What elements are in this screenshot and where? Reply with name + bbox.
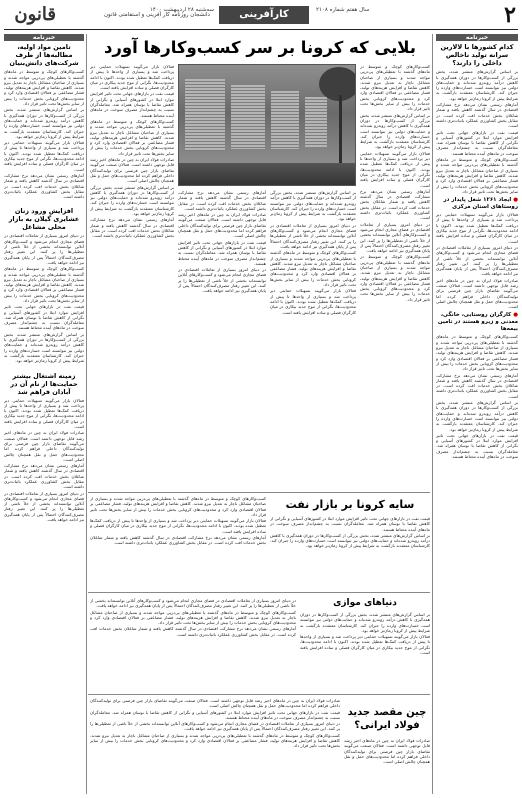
steel-body-e: کسب‌وکارهای کوچک و متوسط در ماه‌های گذشته با تعطیلی‌های پی‌درپی مواجه شدند و بسیاری از صاحبان مشاغل ناچار به تعدیل نیرو شدند. کاهش تقاضا و افزایش هزینه‌های تولید، فشار مضاعفی بر فعالان اقتصادی وارد کرد و محدودیت‌های کرونایی بخش خدمات را بیش از سایر بخش‌ها تحت تاثیر قرار داد. <box>90 732 340 749</box>
steel-body-d: در دنیای امروز بسیاری از تعاملات اقتصادی در فضای مجازی انجام می‌شود و کسب‌وکارهای آنلاین توانسته‌اند بخشی از خلأ ناشی از تعطیلی‌ها را پر کنند. این تغییر رفتار مصرف‌کنندگان احتمالاً پس از پایان همه‌گیری نیز ادامه خواهد یافت. <box>90 721 340 732</box>
mid-divider <box>88 492 430 493</box>
parallel-body-e: فعالان بازار می‌گویند تسهیلات حمایتی دیر پرداخت شد و بسیاری از واحدها تا پیش از دریافت کمک‌ها تعطیل شده بودند. اکنون با ادامه محدودیت‌ها، نگرانی از موج جدید بیکاری در میان کارگران فصلی و ساده افزایش یافته است. <box>300 634 430 656</box>
main-body-4e: بر اساس گزارش‌های منتشر شده، بخش بزرگی از کسب‌وکارها در دوران همه‌گیری با کاهش درآمد روبه‌رو شده‌اند و حمایت‌های دولتی نیز نتوانسته است خسارت‌های وارده را جبران کند. کارشناسان معتقدند بازگشت به شرایط پیش از کرونا زمان‌بر خواهد بود. <box>90 184 174 217</box>
main-body-1d: آمارهای رسمی نشان می‌دهد نرخ مشارکت اقتصادی در سال گذشته کاهش یافته و شمار شاغلان بخش خدمات افت کرده است. در مقابل بخش کشاورزی عملکرد باثبات‌تری داشته است. <box>360 188 430 221</box>
main-body-1f: کسب‌وکارهای کوچک و متوسط در ماه‌های گذشته با تعطیلی‌های پی‌درپی مواجه شدند و بسیاری از صاحبان مشاغل ناچار به تعدیل نیرو شدند. کاهش تقاضا و افزایش هزینه‌های تولید، فشار مضاعفی بر فعالان اقتصادی وارد کرد و محدودیت‌های کرونایی بخش خدمات را بیش از سایر بخش‌ها تحت تاثیر قرار داد. <box>360 254 430 302</box>
main-body-4c: کسب‌وکارهای کوچک و متوسط در ماه‌های گذشته با تعطیلی‌های پی‌درپی مواجه شدند و بسیاری از صاحبان مشاغل ناچار به تعدیل نیرو شدند. کاهش تقاضا و افزایش هزینه‌های تولید، فشار مضاعفی بر فعالان اقتصادی وارد کرد و محدودیت‌های کرونایی بخش خدمات را بیش از سایر بخش‌ها تحت تاثیر قرار داد. <box>90 118 174 156</box>
right-story2-headline-text: ایجاد ۱۲۶۱ شغل پایدار در روستاهای استان مرکزی <box>443 197 518 211</box>
right-story1-body-cont3: کسب‌وکارهای کوچک و متوسط در ماه‌های گذشته با تعطیلی‌های پی‌درپی مواجه شدند و بسیاری از صاحبان مشاغل ناچار به تعدیل نیرو شدند. کاهش تقاضا و افزایش هزینه‌های تولید، فشار مضاعفی بر فعالان اقتصادی وارد کرد و محدودیت‌های کرونایی بخش خدمات را بیش از سایر بخش‌ها تحت تاثیر قرار داد. <box>436 157 518 194</box>
section-label: کارآفرینی <box>219 6 309 24</box>
bullet-icon: ● <box>513 197 518 204</box>
pole-graphic <box>339 95 342 165</box>
parallel-body-d: بر اساس گزارش‌های منتشر شده، بخش بزرگی از کسب‌وکارها در دوران همه‌گیری با کاهش درآمد روبه‌رو شده‌اند و حمایت‌های دولتی نیز نتوانسته است خسارت‌های وارده را جبران کند. کارشناسان معتقدند بازگشت به شرایط پیش از کرونا زمان‌بر خواهد بود. <box>300 612 430 633</box>
right-story3-body: کسب‌وکارهای کوچک و متوسط در ماه‌های گذشته با تعطیلی‌های پی‌درپی مواجه شدند و بسیاری از صاحبان مشاغل ناچار به تعدیل نیرو شدند. کاهش تقاضا و افزایش هزینه‌های تولید، فشار مضاعفی بر فعالان اقتصادی وارد کرد و محدودیت‌های کرونایی بخش خدمات را بیش از سایر بخش‌ها تحت تاثیر قرار داد. <box>436 334 518 372</box>
right-story3-body-cont: آمارهای رسمی نشان می‌دهد نرخ مشارکت اقتصادی در سال گذشته کاهش یافته و شمار شاغلان بخش خدمات افت کرده است. در مقابل بخش کشاورزی عملکرد باثبات‌تری داشته است. <box>436 372 518 399</box>
right-story3-headline <box>436 312 518 333</box>
main-body-4b: قیمت نفت در بازارهای جهانی تحت تاثیر افزایش موارد ابتلا در کشورهای آسیایی و نگرانی از کاهش تقاضا با نوسان همراه شد. معامله‌گران نسبت به چشم‌انداز مصرف سوخت در ماه‌های آینده محتاط هستند. <box>90 91 174 118</box>
main-story-col-2 <box>270 190 356 490</box>
left-story1-headline: تامین مواد اولیه، مطالبه‌ها از طرف شرکت‌های دانش‌بنیان <box>9 43 79 68</box>
steel-headline-line1: چین مقصد جدید <box>347 707 427 718</box>
right-story2-body-cont: در دنیای امروز بسیاری از تعاملات اقتصادی در فضای مجازی انجام می‌شود و کسب‌وکارهای آنلاین توانسته‌اند بخشی از خلأ ناشی از تعطیلی‌ها را پر کنند. این تغییر رفتار مصرف‌کنندگان احتمالاً پس از پایان همه‌گیری نیز ادامه خواهد یافت. <box>436 244 518 277</box>
main-body-4a: فعالان بازار می‌گویند تسهیلات حمایتی دیر پرداخت شد و بسیاری از واحدها تا پیش از دریافت کمک‌ها تعطیل شده بودند. اکنون با ادامه محدودیت‌ها، نگرانی از موج جدید بیکاری در میان کارگران فصلی و ساده افزایش یافته است. <box>90 64 174 91</box>
bullet-icon: ● <box>513 312 518 319</box>
right-story3-body-cont3: قیمت نفت در بازارهای جهانی تحت تاثیر افزایش موارد ابتلا در کشورهای آسیایی و نگرانی از کاهش تقاضا با نوسان همراه شد. معامله‌گران نسبت به چشم‌انداز مصرف سوخت در ماه‌های آینده محتاط هستند. <box>436 432 518 459</box>
right-story3-body-cont2: بر اساس گزارش‌های منتشر شده، بخش بزرگی از کسب‌وکارها در دوران همه‌گیری با کاهش درآمد روبه‌رو شده‌اند و حمایت‌های دولتی نیز نتوانسته است خسارت‌های وارده را جبران کند. کارشناسان معتقدند بازگشت به شرایط پیش از کرونا زمان‌بر خواهد بود. <box>436 400 518 432</box>
right-column-tag: خبرنامه <box>436 34 518 41</box>
right-news-column <box>436 34 518 794</box>
main-body-3c: قیمت نفت در بازارهای جهانی تحت تاثیر افزایش موارد ابتلا در کشورهای آسیایی و نگرانی از کاهش تقاضا با نوسان همراه شد. معامله‌گران نسبت به چشم‌انداز مصرف سوخت در ماه‌های آینده محتاط هستند. <box>178 239 266 266</box>
parallel-body-a: در دنیای امروز بسیاری از تعاملات اقتصادی در فضای مجازی انجام می‌شود و کسب‌وکارهای آنلاین توانسته‌اند بخشی از خلأ ناشی از تعطیلی‌ها را پر کنند. این تغییر رفتار مصرف‌کنندگان احتمالاً پس از پایان همه‌گیری نیز ادامه خواهد یافت. <box>90 598 296 609</box>
left-story3-body-cont: صادرات فولاد ایران به چین در ماه‌های اخیر رشد قابل توجهی داشته است. فعالان صنعت می‌گویند تقاضای بازار چین فرصتی برای تولیدکنندگان داخلی فراهم کرده اما محدودیت‌های حمل و نقل همچنان چالش اصلی است. <box>4 430 84 462</box>
oil-story-body <box>270 516 430 588</box>
oil-body-a: قیمت نفت در بازارهای جهانی تحت تاثیر افزایش موارد ابتلا در کشورهای آسیایی و نگرانی از کاهش تقاضا با نوسان همراه شد. معامله‌گران نسبت به چشم‌انداز مصرف سوخت در ماه‌های آینده محتاط هستند. <box>270 516 430 532</box>
main-body-3d: در دنیای امروز بسیاری از تعاملات اقتصادی در فضای مجازی انجام می‌شود و کسب‌وکارهای آنلاین توانسته‌اند بخشی از خلأ ناشی از تعطیلی‌ها را پر کنند. این تغییر رفتار مصرف‌کنندگان احتمالاً پس از پایان همه‌گیری نیز ادامه خواهد یافت. <box>178 267 266 294</box>
main-body-2d: فعالان بازار می‌گویند تسهیلات حمایتی دیر پرداخت شد و بسیاری از واحدها تا پیش از دریافت کمک‌ها تعطیل شده بودند. اکنون با ادامه محدودیت‌ها، نگرانی از موج جدید بیکاری در میان کارگران فصلی و ساده افزایش یافته است. <box>270 288 356 315</box>
left-story1-body-cont3: آمارهای رسمی نشان می‌دهد نرخ مشارکت اقتصادی در سال گذشته کاهش یافته و شمار شاغلان بخش خدمات افت کرده است. در مقابل بخش کشاورزی عملکرد باثبات‌تری داشته است. <box>4 172 84 200</box>
left-mid-b: فعالان بازار می‌گویند تسهیلات حمایتی دیر پرداخت شد و بسیاری از واحدها تا پیش از دریافت کمک‌ها تعطیل شده بودند. اکنون با ادامه محدودیت‌ها، نگرانی از موج جدید بیکاری در میان کارگران فصلی و ساده افزایش یافته است. <box>90 518 266 534</box>
right-story3-headline-text: کارگران روستایی، خانگی، معدنی و زیرو هستند در تامین بیمه‌ها <box>437 312 518 333</box>
left-mid-c: آمارهای رسمی نشان می‌دهد نرخ مشارکت اقتصادی در سال گذشته کاهش یافته و شمار شاغلان بخش خدمات افت کرده است. در مقابل بخش کشاورزی عملکرد باثبات‌تری داشته است. <box>90 535 266 546</box>
left-column-tag: خبرنامه <box>4 34 84 41</box>
main-story-col-4 <box>90 64 174 484</box>
oil-story-headline: سایه کرونا بر بازار نفت <box>285 498 415 511</box>
main-body-4f: آمارهای رسمی نشان می‌دهد نرخ مشارکت اقتصادی در سال گذشته کاهش یافته و شمار شاغلان بخش خدمات افت کرده است. در مقابل بخش کشاورزی عملکرد باثبات‌تری داشته است. <box>90 217 174 239</box>
main-body-2b: در دنیای امروز بسیاری از تعاملات اقتصادی در فضای مجازی انجام می‌شود و کسب‌وکارهای آنلاین توانسته‌اند بخشی از خلأ ناشی از تعطیلی‌ها را پر کنند. این تغییر رفتار مصرف‌کنندگان احتمالاً پس از پایان همه‌گیری نیز ادامه خواهد یافت. <box>270 222 356 249</box>
right-story2-body: فعالان بازار می‌گویند تسهیلات حمایتی دیر پرداخت شد و بسیاری از واحدها تا پیش از دریافت کمک‌ها تعطیل شده بودند. اکنون با ادامه محدودیت‌ها، نگرانی از موج جدید بیکاری در میان کارگران فصلی و ساده افزایش یافته است. <box>436 212 518 244</box>
storefront-shutters-photo <box>178 64 356 186</box>
main-body-1b: بر اساس گزارش‌های منتشر شده، بخش بزرگی از کسب‌وکارها در دوران همه‌گیری با کاهش درآمد روبه‌رو شده‌اند و حمایت‌های دولتی نیز نتوانسته است خسارت‌های وارده را جبران کند. کارشناسان معتقدند بازگشت به شرایط پیش از کرونا زمان‌بر خواهد بود. <box>360 112 430 150</box>
column-rule-right <box>432 34 433 794</box>
main-body-3b: صادرات فولاد ایران به چین در ماه‌های اخیر رشد قابل توجهی داشته است. فعالان صنعت می‌گویند تقاضای بازار چین فرصتی برای تولیدکنندگان داخلی فراهم کرده اما محدودیت‌های حمل و نقل همچنان چالش اصلی است. <box>178 212 266 239</box>
left-story2-body-cont3: بر اساس گزارش‌های منتشر شده، بخش بزرگی از کسب‌وکارها در دوران همه‌گیری با کاهش درآمد روبه‌رو شده‌اند و حمایت‌های دولتی نیز نتوانسته است خسارت‌های وارده را جبران کند. کارشناسان معتقدند بازگشت به شرایط پیش از کرونا زمان‌بر خواهد بود. <box>4 331 84 364</box>
steel-body-c: قیمت نفت در بازارهای جهانی تحت تاثیر افزایش موارد ابتلا در کشورهای آسیایی و نگرانی از کاهش تقاضا با نوسان همراه شد. معامله‌گران نسبت به چشم‌انداز مصرف سوخت در ماه‌های آینده محتاط هستند. <box>90 709 340 720</box>
left-story3-body: فعالان بازار می‌گویند تسهیلات حمایتی دیر پرداخت شد و بسیاری از واحدها تا پیش از دریافت کمک‌ها تعطیل شده بودند. اکنون با ادامه محدودیت‌ها، نگرانی از موج جدید بیکاری در میان کارگران فصلی و ساده افزایش یافته است. <box>4 397 84 430</box>
left-story3-body-cont2: آمارهای رسمی نشان می‌دهد نرخ مشارکت اقتصادی در سال گذشته کاهش یافته و شمار شاغلان بخش خدمات افت کرده است. در مقابل بخش کشاورزی عملکرد باثبات‌تری داشته است. <box>4 463 84 490</box>
date-info: سه‌شنبه ۲۸ اردیبهشت ۱۴۰۰ <box>149 7 214 13</box>
street-graphic <box>179 163 355 185</box>
right-story1-body: بر اساس گزارش‌های منتشر شده، بخش بزرگی از کسب‌وکارها در دوران همه‌گیری با کاهش درآمد روبه‌رو شده‌اند و حمایت‌های دولتی نیز نتوانسته است خسارت‌های وارده را جبران کند. کارشناسان معتقدند بازگشت به شرایط پیش از کرونا زمان‌بر خواهد بود. <box>436 69 518 101</box>
shutter-graphic <box>185 79 225 151</box>
left-story1-body-cont: بر اساس گزارش‌های منتشر شده، بخش بزرگی از کسب‌وکارها در دوران همه‌گیری با کاهش درآمد روبه‌رو شده‌اند و حمایت‌های دولتی نیز نتوانسته است خسارت‌های وارده را جبران کند. کارشناسان معتقدند بازگشت به شرایط پیش از کرونا زمان‌بر خواهد بود. <box>4 107 84 139</box>
mid-divider-2 <box>88 592 430 593</box>
shutter-graphic <box>305 97 327 147</box>
left-story1-body: کسب‌وکارهای کوچک و متوسط در ماه‌های گذشته با تعطیلی‌های پی‌درپی مواجه شدند و بسیاری از صاحبان مشاغل ناچار به تعدیل نیرو شدند. کاهش تقاضا و افزایش هزینه‌های تولید، فشار مضاعفی بر فعالان اقتصادی وارد کرد و محدودیت‌های کرونایی بخش خدمات را بیش از سایر بخش‌ها تحت تاثیر قرار داد. <box>4 69 84 107</box>
left-story3-body-cont3: در دنیای امروز بسیاری از تعاملات اقتصادی در فضای مجازی انجام می‌شود و کسب‌وکارهای آنلاین توانسته‌اند بخشی از خلأ ناشی از تعطیلی‌ها را پر کنند. این تغییر رفتار مصرف‌کنندگان احتمالاً پس از پایان همه‌گیری نیز ادامه خواهد یافت. <box>4 490 84 523</box>
main-body-4d: صادرات فولاد ایران به چین در ماه‌های اخیر رشد قابل توجهی داشته است. فعالان صنعت می‌گویند تقاضای بازار چین فرصتی برای تولیدکنندگان داخلی فراهم کرده اما محدودیت‌های حمل و نقل همچنان چالش اصلی است. <box>90 157 174 184</box>
main-story-col-1 <box>360 64 430 494</box>
parallel-story-headline: دنیاهای موازی <box>333 598 397 608</box>
left-mid-body <box>90 496 266 588</box>
main-body-2c: کسب‌وکارهای کوچک و متوسط در ماه‌های گذشته با تعطیلی‌های پی‌درپی مواجه شدند و بسیاری از صاحبان مشاغل ناچار به تعدیل نیرو شدند. کاهش تقاضا و افزایش هزینه‌های تولید، فشار مضاعفی بر فعالان اقتصادی وارد کرد و محدودیت‌های کرونایی بخش خدمات را بیش از سایر بخش‌ها تحت تاثیر قرار داد. <box>270 250 356 288</box>
main-story-col-3 <box>178 190 266 490</box>
left-story2-body-cont2: قیمت نفت در بازارهای جهانی تحت تاثیر افزایش موارد ابتلا در کشورهای آسیایی و نگرانی از کاهش تقاضا با نوسان همراه شد. معامله‌گران نسبت به چشم‌انداز مصرف سوخت در ماه‌های آینده محتاط هستند. <box>4 304 84 331</box>
newspaper-logo: قانون <box>14 4 56 25</box>
left-news-column <box>4 34 84 794</box>
left-story2-body: در دنیای امروز بسیاری از تعاملات اقتصادی در فضای مجازی انجام می‌شود و کسب‌وکارهای آنلاین توانسته‌اند بخشی از خلأ ناشی از تعطیلی‌ها را پر کنند. این تغییر رفتار مصرف‌کنندگان احتمالاً پس از پایان همه‌گیری نیز ادامه خواهد یافت. <box>4 233 84 265</box>
parallel-body-c: آمارهای رسمی نشان می‌دهد نرخ مشارکت اقتصادی در سال گذشته کاهش یافته و شمار شاغلان بخش خدمات افت کرده است. در مقابل بخش کشاورزی عملکرد باثبات‌تری داشته است. <box>90 626 296 637</box>
shutter-graphic <box>271 91 299 149</box>
left-story2-headline: افزایش ورود زنان عشایری گیلان به بازار محلی مشاغل <box>8 207 80 232</box>
parallel-body-b: کسب‌وکارهای کوچک و متوسط در ماه‌های گذشته با تعطیلی‌های پی‌درپی مواجه شدند و بسیاری از صاحبان مشاغل ناچار به تعدیل نیرو شدند. کاهش تقاضا و افزایش هزینه‌های تولید، فشار مضاعفی بر فعالان اقتصادی وارد کرد و محدودیت‌های کرونایی بخش خدمات را بیش از سایر بخش‌ها تحت تاثیر قرار داد. <box>90 609 296 626</box>
tree-graphic <box>319 67 356 101</box>
parallel-story-body-right <box>300 612 430 690</box>
issue-info: سال هفتم شماره ۲۱۰۸ <box>316 7 370 13</box>
right-story2-headline <box>436 197 518 211</box>
left-mid-a: کسب‌وکارهای کوچک و متوسط در ماه‌های گذشته با تعطیلی‌های پی‌درپی مواجه شدند و بسیاری از صاحبان مشاغل ناچار به تعدیل نیرو شدند. کاهش تقاضا و افزایش هزینه‌های تولید، فشار مضاعفی بر فعالان اقتصادی وارد کرد و محدودیت‌های کرونایی بخش خدمات را بیش از سایر بخش‌ها تحت تاثیر قرار داد. <box>90 496 266 517</box>
left-story2-body-cont: کسب‌وکارهای کوچک و متوسط در ماه‌های گذشته با تعطیلی‌های پی‌درپی مواجه شدند و بسیاری از صاحبان مشاغل ناچار به تعدیل نیرو شدند. کاهش تقاضا و افزایش هزینه‌های تولید، فشار مضاعفی بر فعالان اقتصادی وارد کرد و محدودیت‌های کرونایی بخش خدمات را بیش از سایر بخش‌ها تحت تاثیر قرار داد. <box>4 266 84 303</box>
steel-body-b: صادرات فولاد ایران به چین در ماه‌های اخیر رشد قابل توجهی داشته است. فعالان صنعت می‌گویند تقاضای بازار چین فرصتی برای تولیدکنندگان داخلی فراهم کرده اما محدودیت‌های حمل و نقل همچنان چالش اصلی است. <box>90 698 340 709</box>
shutter-graphic <box>231 85 265 149</box>
masthead <box>4 4 518 30</box>
right-story2-body-cont2: صادرات فولاد ایران به چین در ماه‌های اخیر رشد قابل توجهی داشته است. فعالان صنعت می‌گویند تقاضای بازار چین فرصتی برای تولیدکنندگان داخلی فراهم کرده اما محدودیت‌های حمل و نقل همچنان چالش اصلی است. <box>436 277 518 310</box>
main-body-1a: کسب‌وکارهای کوچک و متوسط در ماه‌های گذشته با تعطیلی‌های پی‌درپی مواجه شدند و بسیاری از صاحبان مشاغل ناچار به تعدیل نیرو شدند. کاهش تقاضا و افزایش هزینه‌های تولید، فشار مضاعفی بر فعالان اقتصادی وارد کرد و محدودیت‌های کرونایی بخش خدمات را بیش از سایر بخش‌ها تحت تاثیر قرار داد. <box>360 64 430 112</box>
page-number: ۲ <box>504 2 516 28</box>
parallel-story-body-left <box>90 598 296 690</box>
tagline: دانشجان روزنامه کار آفرینی و استقامتی قانون <box>104 12 210 18</box>
mid-divider-3 <box>88 694 430 695</box>
main-body-1e: در دنیای امروز بسیاری از تعاملات اقتصادی در فضای مجازی انجام می‌شود و کسب‌وکارهای آنلاین توانسته‌اند بخشی از خلأ ناشی از تعطیلی‌ها را پر کنند. این تغییر رفتار مصرف‌کنندگان احتمالاً پس از پایان همه‌گیری نیز ادامه خواهد یافت. <box>360 221 430 254</box>
steel-body-a: صادرات فولاد ایران به چین در ماه‌های اخیر رشد قابل توجهی داشته است. فعالان صنعت می‌گویند تقاضای بازار چین فرصتی برای تولیدکنندگان داخلی فراهم کرده اما محدودیت‌های حمل و نقل همچنان چالش اصلی است. <box>344 738 430 765</box>
left-story1-body-cont2: فعالان بازار می‌گویند تسهیلات حمایتی دیر پرداخت شد و بسیاری از واحدها تا پیش از دریافت کمک‌ها تعطیل شده بودند. اکنون با ادامه محدودیت‌ها، نگرانی از موج جدید بیکاری در میان کارگران فصلی و ساده افزایش یافته است. <box>4 140 84 172</box>
main-body-1c: فعالان بازار می‌گویند تسهیلات حمایتی دیر پرداخت شد و بسیاری از واحدها تا پیش از دریافت کمک‌ها تعطیل شده بودند. اکنون با ادامه محدودیت‌ها، نگرانی از موج جدید بیکاری در میان کارگران فصلی و ساده افزایش یافته است. <box>360 150 430 188</box>
right-story1-body-cont2: قیمت نفت در بازارهای جهانی تحت تاثیر افزایش موارد ابتلا در کشورهای آسیایی و نگرانی از کاهش تقاضا با نوسان همراه شد. معامله‌گران نسبت به چشم‌انداز مصرف سوخت در ماه‌های آینده محتاط هستند. <box>436 129 518 156</box>
steel-story-headline <box>344 706 430 732</box>
steel-headline-line2: فولاد ایرانی؟ <box>354 720 420 731</box>
main-body-3a: آمارهای رسمی نشان می‌دهد نرخ مشارکت اقتصادی در سال گذشته کاهش یافته و شمار شاغلان بخش خدمات افت کرده است. در مقابل بخش کشاورزی عملکرد باثبات‌تری داشته است. <box>178 190 266 211</box>
steel-story-body-b <box>90 698 340 794</box>
left-story3-headline: زمینه اشتغال بیشتر حمایت‌ها از نام آن در آبادان فراهم شد <box>10 371 78 396</box>
right-story1-headline: کدام کشورها با لالارین سرانه تولید ناخالص داخلی را دارند؟ <box>440 43 514 68</box>
oil-body-b: بر اساس گزارش‌های منتشر شده، بخش بزرگی از کسب‌وکارها در دوران همه‌گیری با کاهش درآمد روبه‌رو شده‌اند و حمایت‌های دولتی نیز نتوانسته است خسارت‌های وارده را جبران کند. کارشناسان معتقدند بازگشت به شرایط پیش از کرونا زمان‌بر خواهد بود. <box>270 532 430 549</box>
steel-story-body-a <box>344 738 430 794</box>
main-headline: بلایی که کرونا بر سر کسب‌وکارها آورد <box>103 38 416 57</box>
right-story1-body-cont: آمارهای رسمی نشان می‌دهد نرخ مشارکت اقتصادی در سال گذشته کاهش یافته و شمار شاغلان بخش خدمات افت کرده است. در مقابل بخش کشاورزی عملکرد باثبات‌تری داشته است. <box>436 102 518 129</box>
main-body-2a: بر اساس گزارش‌های منتشر شده، بخش بزرگی از کسب‌وکارها در دوران همه‌گیری با کاهش درآمد روبه‌رو شده‌اند و حمایت‌های دولتی نیز نتوانسته است خسارت‌های وارده را جبران کند. کارشناسان معتقدند بازگشت به شرایط پیش از کرونا زمان‌بر خواهد بود. <box>270 190 356 222</box>
column-rule-left <box>86 34 87 794</box>
